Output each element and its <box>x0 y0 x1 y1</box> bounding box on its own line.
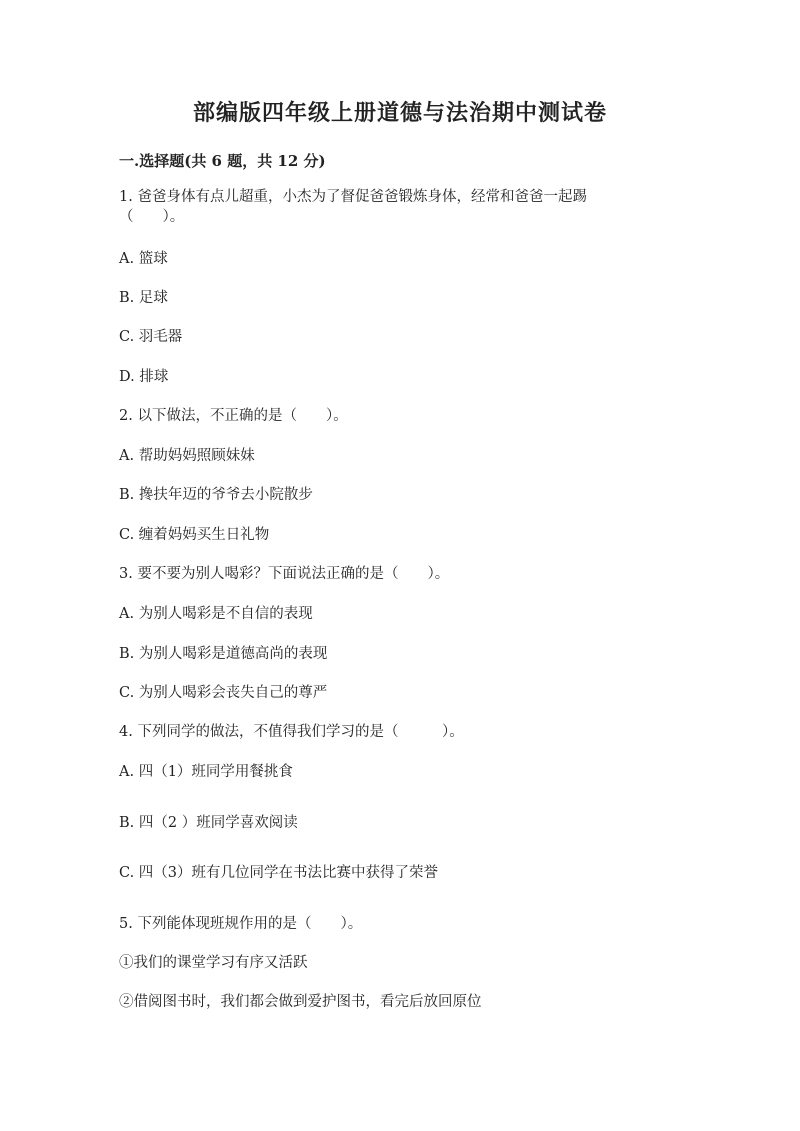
question-1-option-b: B. 足球 <box>119 290 168 306</box>
page-title: 部编版四年级上册道德与法治期中测试卷 <box>192 100 607 126</box>
question-4-option-b: B. 四（2 ）班同学喜欢阅读 <box>119 815 298 831</box>
question-4-option-a: A. 四（1）班同学用餐挑食 <box>119 764 293 780</box>
section-heading: 一.选择题(共 6 题，共 12 分) <box>119 152 326 170</box>
question-2-stem: 2. 以下做法，不正确的是（ ）。 <box>119 408 348 424</box>
question-3-stem: 3. 要不要为别人喝彩？下面说法正确的是（ ）。 <box>119 566 450 582</box>
question-2-option-b: B. 搀扶年迈的爷爷去小院散步 <box>119 487 313 503</box>
question-3-option-a: A. 为别人喝彩是不自信的表现 <box>119 606 313 622</box>
question-1-option-a: A. 篮球 <box>119 251 168 267</box>
question-4-option-c: C. 四（3）班有几位同学在书法比赛中获得了荣誉 <box>119 865 439 881</box>
question-3-option-c: C. 为别人喝彩会丧失自己的尊严 <box>119 685 328 701</box>
question-3-option-b: B. 为别人喝彩是道德高尚的表现 <box>119 646 328 662</box>
question-2-option-c: C. 缠着妈妈买生日礼物 <box>119 527 270 543</box>
question-5-statement-1: ①我们的课堂学习有序又活跃 <box>119 955 308 971</box>
question-1-stem: 1. 爸爸身体有点儿超重，小杰为了督促爸爸锻炼身体，经常和爸爸一起踢（ ）。 <box>119 189 587 225</box>
question-1-option-c: C. 羽毛器 <box>119 329 183 345</box>
question-1-option-d: D. 排球 <box>119 369 169 385</box>
question-5-statement-2: ②借阅图书时，我们都会做到爱护图书，看完后放回原位 <box>119 994 482 1010</box>
question-4-stem: 4. 下列同学的做法，不值得我们学习的是（ ）。 <box>119 724 464 740</box>
question-5-stem: 5. 下列能体现班规作用的是（ ）。 <box>119 916 363 932</box>
question-2-option-a: A. 帮助妈妈照顾妹妹 <box>119 448 255 464</box>
